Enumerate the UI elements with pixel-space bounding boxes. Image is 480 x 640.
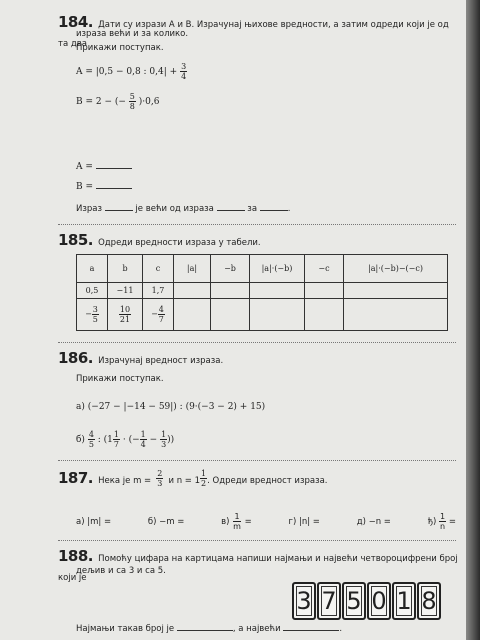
table-header: b	[108, 255, 143, 283]
table-cell: 1,7	[143, 283, 174, 299]
table-cell-empty[interactable]	[250, 299, 305, 331]
numerator: 3	[181, 62, 187, 71]
list-item	[148, 517, 185, 527]
item-expr: =	[448, 517, 456, 527]
compare-text: за	[247, 204, 258, 214]
denominator: 4	[140, 440, 146, 449]
list-item	[357, 517, 391, 527]
table-cell: 0,5	[77, 283, 108, 299]
expression-a-text: A = |0,5 − 0,8 : 0,4| +	[76, 67, 178, 77]
item-expr: |n| =	[298, 516, 320, 527]
item-label: а)	[76, 402, 85, 412]
compare-blank-1[interactable]	[105, 202, 133, 211]
exercise-188	[58, 546, 458, 584]
numerator: 1	[440, 512, 446, 521]
table-header: |a|·(−b)−(−c)	[344, 255, 448, 283]
table-cell-empty[interactable]	[305, 283, 344, 299]
digit-card[interactable]: 7	[317, 582, 341, 620]
fraction	[156, 469, 163, 488]
fraction	[439, 512, 446, 531]
sign: −	[85, 309, 92, 319]
show-work-note: Прикажи поступак.	[76, 374, 164, 384]
numerator: 10	[119, 305, 131, 314]
answer-blank-max[interactable]	[283, 622, 339, 631]
table-cell-empty[interactable]	[344, 299, 448, 331]
page-edge-shadow	[466, 0, 480, 640]
compare-blank-2[interactable]	[217, 202, 245, 211]
table-cell	[77, 299, 108, 331]
table-cell-empty[interactable]	[211, 283, 250, 299]
digit-card[interactable]: 5	[342, 582, 366, 620]
denominator: n	[440, 522, 446, 531]
item-label: г)	[288, 516, 297, 527]
numerator: 4	[158, 305, 164, 314]
numerator: 1	[113, 430, 120, 439]
table-header: |a|·(−b)	[250, 255, 305, 283]
table-header: −b	[211, 255, 250, 283]
item-label: д)	[356, 516, 366, 527]
denominator: 8	[129, 102, 135, 111]
item-label: б)	[147, 516, 157, 527]
digit-cards	[292, 582, 442, 620]
numerator: 1	[201, 469, 207, 478]
table-header-row	[77, 255, 448, 283]
answer-text: .	[339, 624, 343, 634]
numerator: 5	[129, 92, 135, 101]
exercise-text: Израчунај вредност израза.	[98, 356, 224, 366]
expression-186b	[76, 430, 174, 449]
answer-line	[76, 622, 342, 634]
table-row	[77, 299, 448, 331]
table-cell-empty[interactable]	[211, 299, 250, 331]
answer-a-blank[interactable]	[96, 160, 132, 169]
exercise-text: Одреди вредности израза у табели.	[98, 238, 261, 248]
digit-card[interactable]: 8	[417, 582, 441, 620]
item-label: ђ)	[427, 517, 437, 527]
denominator: m	[233, 522, 241, 531]
table-cell	[143, 299, 174, 331]
compare-text: .	[287, 204, 291, 214]
list-item	[221, 512, 252, 531]
separator	[58, 224, 456, 225]
denominator: 7	[113, 440, 120, 449]
fraction	[180, 62, 187, 81]
digit-card[interactable]: 3	[292, 582, 316, 620]
exercise-text-cont: израза већи и за колико.	[76, 29, 189, 39]
denominator: 21	[119, 315, 131, 324]
expression-186a	[76, 402, 265, 412]
denominator: 3	[157, 479, 163, 488]
denominator: 4	[181, 72, 187, 81]
answer-text: Најмањи такав број је	[76, 624, 175, 634]
fraction	[113, 430, 120, 449]
table-row	[77, 283, 448, 299]
expression-text: (−27 − |−14 − 59|) : (9·(−3 − 2) + 15)	[87, 402, 266, 412]
digit-card[interactable]: 1	[392, 582, 416, 620]
denominator: 7	[158, 315, 164, 324]
answer-text: , а највећи	[232, 624, 281, 634]
expression-text: ))	[167, 435, 175, 445]
denominator: 3	[161, 440, 167, 449]
item-label: б)	[76, 435, 85, 445]
exercise-number: 185.	[58, 231, 94, 249]
answer-a-label: A =	[76, 162, 93, 172]
fraction	[92, 305, 99, 324]
separator	[58, 540, 456, 541]
exercise-187	[58, 468, 458, 488]
answer-b-label: B =	[76, 182, 94, 192]
table-cell: −11	[108, 283, 143, 299]
compare-line	[76, 202, 290, 214]
fraction	[119, 305, 131, 324]
separator	[58, 342, 456, 343]
numerator: 3	[92, 305, 98, 314]
fraction	[158, 305, 165, 324]
expression-b	[76, 92, 159, 111]
compare-text: Израз	[76, 204, 103, 214]
numerator: 1	[161, 430, 167, 439]
exercise-186	[58, 348, 458, 367]
item-expr: |m| =	[87, 516, 112, 527]
list-item	[76, 517, 111, 527]
fraction	[140, 430, 147, 449]
compare-blank-3[interactable]	[260, 202, 288, 211]
exercise-text: Помоћу цифара на картицама напиши најмањи и највећи четвороцифрени број који је	[58, 554, 458, 583]
exercise-text-cont: дељив и са 3 и са 5.	[76, 566, 166, 576]
exercise-text: Нека је m =	[98, 476, 152, 486]
numerator: 1	[234, 512, 240, 521]
expression-text: −	[149, 435, 158, 445]
exercise-number: 186.	[58, 349, 94, 367]
item-label: а)	[76, 516, 85, 527]
exercise-number: 187.	[58, 469, 94, 487]
digit-card[interactable]: 0	[367, 582, 391, 620]
separator	[58, 460, 456, 461]
table-header: −c	[305, 255, 344, 283]
exercise-text: Дати су изрази A и B. Израчунај њихове вредности, а затим одреди који је од та два	[58, 20, 449, 49]
expression-b-left: B = 2 − (−	[76, 97, 126, 107]
table-header: |a|	[174, 255, 211, 283]
numerator: 1	[140, 430, 146, 439]
sign: −	[151, 309, 158, 319]
item-label: в)	[221, 517, 230, 527]
compare-text: је већи од израза	[135, 204, 214, 214]
exercise-text: и n = 1	[168, 476, 201, 486]
answer-b-line	[76, 180, 132, 192]
table-cell-empty[interactable]	[344, 283, 448, 299]
item-expr: −n =	[368, 516, 391, 527]
expression-text: : (1	[97, 435, 113, 445]
answer-b-blank[interactable]	[96, 180, 132, 189]
denominator: 5	[88, 440, 94, 449]
fraction	[232, 512, 242, 531]
denominator: 2	[201, 479, 207, 488]
exercise-number: 184.	[58, 13, 94, 31]
numerator: 2	[157, 469, 163, 478]
fraction	[129, 92, 136, 111]
expression-a	[76, 62, 187, 81]
denominator: 5	[92, 315, 98, 324]
table-cell-empty[interactable]	[174, 299, 211, 331]
table-header: a	[77, 255, 108, 283]
table-cell-empty[interactable]	[305, 299, 344, 331]
table-cell	[108, 299, 143, 331]
exercise-text: . Одреди вредност израза.	[207, 476, 328, 486]
item-expr: −m =	[159, 516, 185, 527]
expression-b-right: )·0,6	[138, 97, 160, 107]
answer-a-line	[76, 160, 132, 172]
fraction	[88, 430, 95, 449]
list-item	[288, 517, 319, 527]
list-item	[428, 512, 456, 531]
answer-blank-min[interactable]	[177, 622, 233, 631]
table-cell-empty[interactable]	[174, 283, 211, 299]
show-work-note: Прикажи поступак.	[76, 43, 164, 53]
numerator: 4	[88, 430, 94, 439]
exercise-number: 188.	[58, 547, 94, 565]
table-header: c	[143, 255, 174, 283]
expression-list	[76, 512, 456, 531]
table-cell-empty[interactable]	[250, 283, 305, 299]
exercise-185	[58, 230, 458, 249]
values-table	[76, 254, 448, 331]
expression-text: · (−	[122, 435, 140, 445]
item-expr: =	[244, 517, 252, 527]
